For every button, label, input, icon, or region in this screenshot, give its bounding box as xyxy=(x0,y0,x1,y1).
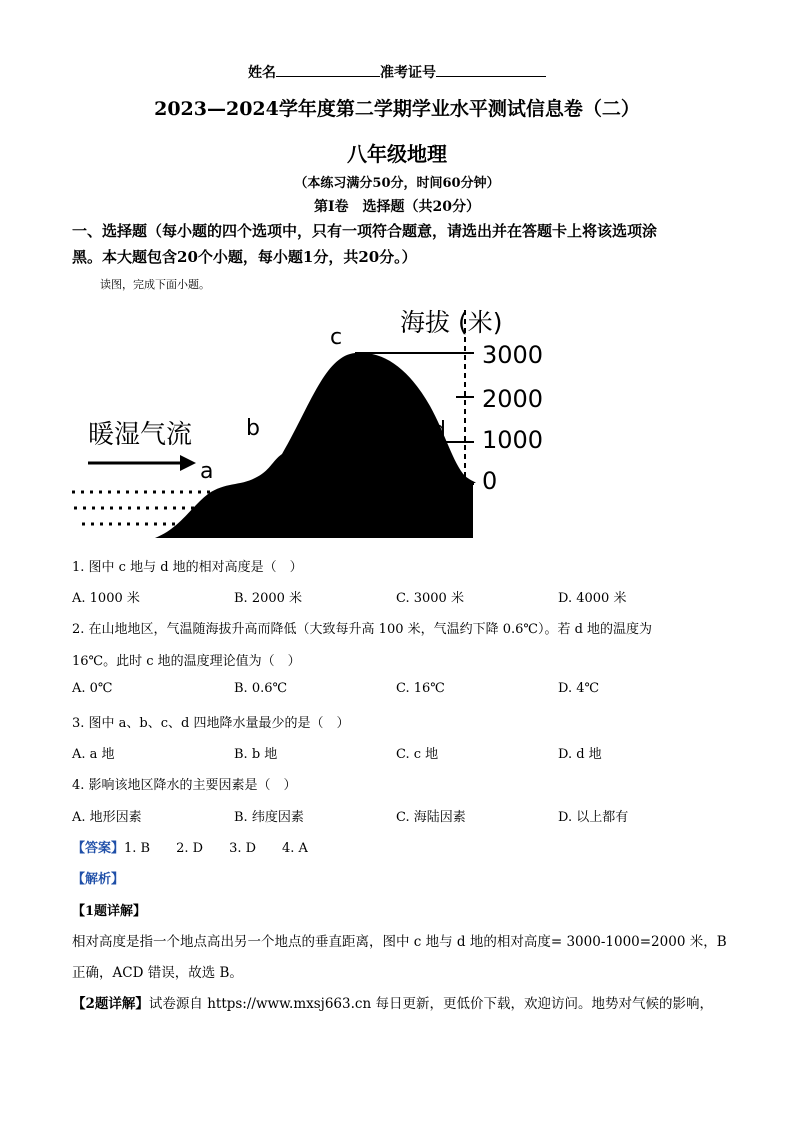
answer-values: 1. B 2. D 3. D 4. A xyxy=(124,841,308,856)
tick-label-3000: 3000 xyxy=(482,341,544,369)
q2-option-b: B. 0.6℃ xyxy=(234,681,288,696)
q1-detail-line2: 正确，ACD 错误，故选 B。 xyxy=(72,965,243,981)
part-title: 第Ⅰ卷 选择题（共20分） xyxy=(313,199,481,215)
section-instruction-line1: 一、选择题（每小题的四个选项中，只有一项符合题意，请选出并在答题卡上将该选项涂 xyxy=(72,222,658,240)
exam-note: （本练习满分50分，时间60分钟） xyxy=(294,176,500,191)
figure-intro: 读图，完成下面小题。 xyxy=(100,278,210,291)
answer-label: 【答案】 xyxy=(72,841,125,856)
airflow-arrow xyxy=(88,455,196,471)
question-3: 3. 图中 a、b、c、d 四地降水量最少的是（ ） xyxy=(72,716,350,731)
mountain-diagram xyxy=(60,296,560,546)
question-1: 1. 图中 c 地与 d 地的相对高度是（ ） xyxy=(72,560,303,575)
exam-title: 2023—2024学年度第二学期学业水平测试信息卷（二） xyxy=(154,98,640,120)
q1-option-a: A. 1000 米 xyxy=(72,591,140,606)
point-d-label: d xyxy=(432,418,446,443)
q4-option-a: A. 地形因素 xyxy=(72,810,142,825)
q4-option-b: B. 纬度因素 xyxy=(234,810,304,825)
question-4: 4. 影响该地区降水的主要因素是（ ） xyxy=(72,778,297,793)
analysis-label: 【解析】 xyxy=(72,872,125,887)
q4-option-d: D. 以上都有 xyxy=(558,810,629,825)
question-2-line1: 2. 在山地地区，气温随海拔升高而降低（大致每升高 100 米，气温约下降 0.6℃）。若 d 地的温度为 xyxy=(72,622,653,637)
q2-option-c: C. 16℃ xyxy=(396,681,445,696)
tick-label-2000: 2000 xyxy=(482,385,544,413)
name-label: 姓名 xyxy=(248,65,276,81)
axis-title: 海拔 (米) xyxy=(400,308,503,337)
question-2-line2: 16℃。此时 c 地的温度理论值为（ ） xyxy=(72,654,301,669)
candidate-info-line xyxy=(0,62,794,82)
q1-option-c: C. 3000 米 xyxy=(396,591,464,606)
airflow-label: 暖湿气流 xyxy=(88,420,193,450)
subject-title: 八年级地理 xyxy=(347,142,447,166)
name-blank xyxy=(276,62,380,77)
id-label: 准考证号 xyxy=(380,65,436,81)
id-blank xyxy=(436,62,546,77)
q1-option-b: B. 2000 米 xyxy=(234,591,303,606)
point-c-label: c xyxy=(330,325,343,350)
q1-detail-label: 【1题详解】 xyxy=(72,904,147,919)
q3-option-c: C. c 地 xyxy=(396,747,439,762)
q2-detail-label: 【2题详解】 xyxy=(72,996,149,1012)
section-instruction-line2: 黑。本大题包含20个小题，每小题1分，共20分。） xyxy=(72,248,417,266)
mountain-silhouette xyxy=(155,353,476,538)
q3-option-b: B. b 地 xyxy=(234,747,278,762)
q3-option-d: D. d 地 xyxy=(558,747,602,762)
q3-option-a: A. a 地 xyxy=(72,747,115,762)
tick-label-1000: 1000 xyxy=(482,426,544,454)
q1-detail-line1: 相对高度是指一个地点高出另一个地点的垂直距离，图中 c 地与 d 地的相对高度= 3000-1000=2000 米，B xyxy=(72,934,727,950)
point-a-label: a xyxy=(200,459,214,484)
q2-detail-text: 试卷源自 https://www.mxsj663.cn 每日更新，更低价下载，欢迎访问。地势对气候的影响， xyxy=(148,996,713,1012)
q2-detail-line xyxy=(72,992,713,1012)
q2-option-d: D. 4℃ xyxy=(558,681,600,696)
q4-option-c: C. 海陆因素 xyxy=(396,810,466,825)
tick-label-0: 0 xyxy=(482,467,498,495)
q1-option-d: D. 4000 米 xyxy=(558,591,627,606)
answer-line xyxy=(72,837,308,856)
q2-option-a: A. 0℃ xyxy=(72,681,113,696)
point-b-label: b xyxy=(246,416,260,441)
